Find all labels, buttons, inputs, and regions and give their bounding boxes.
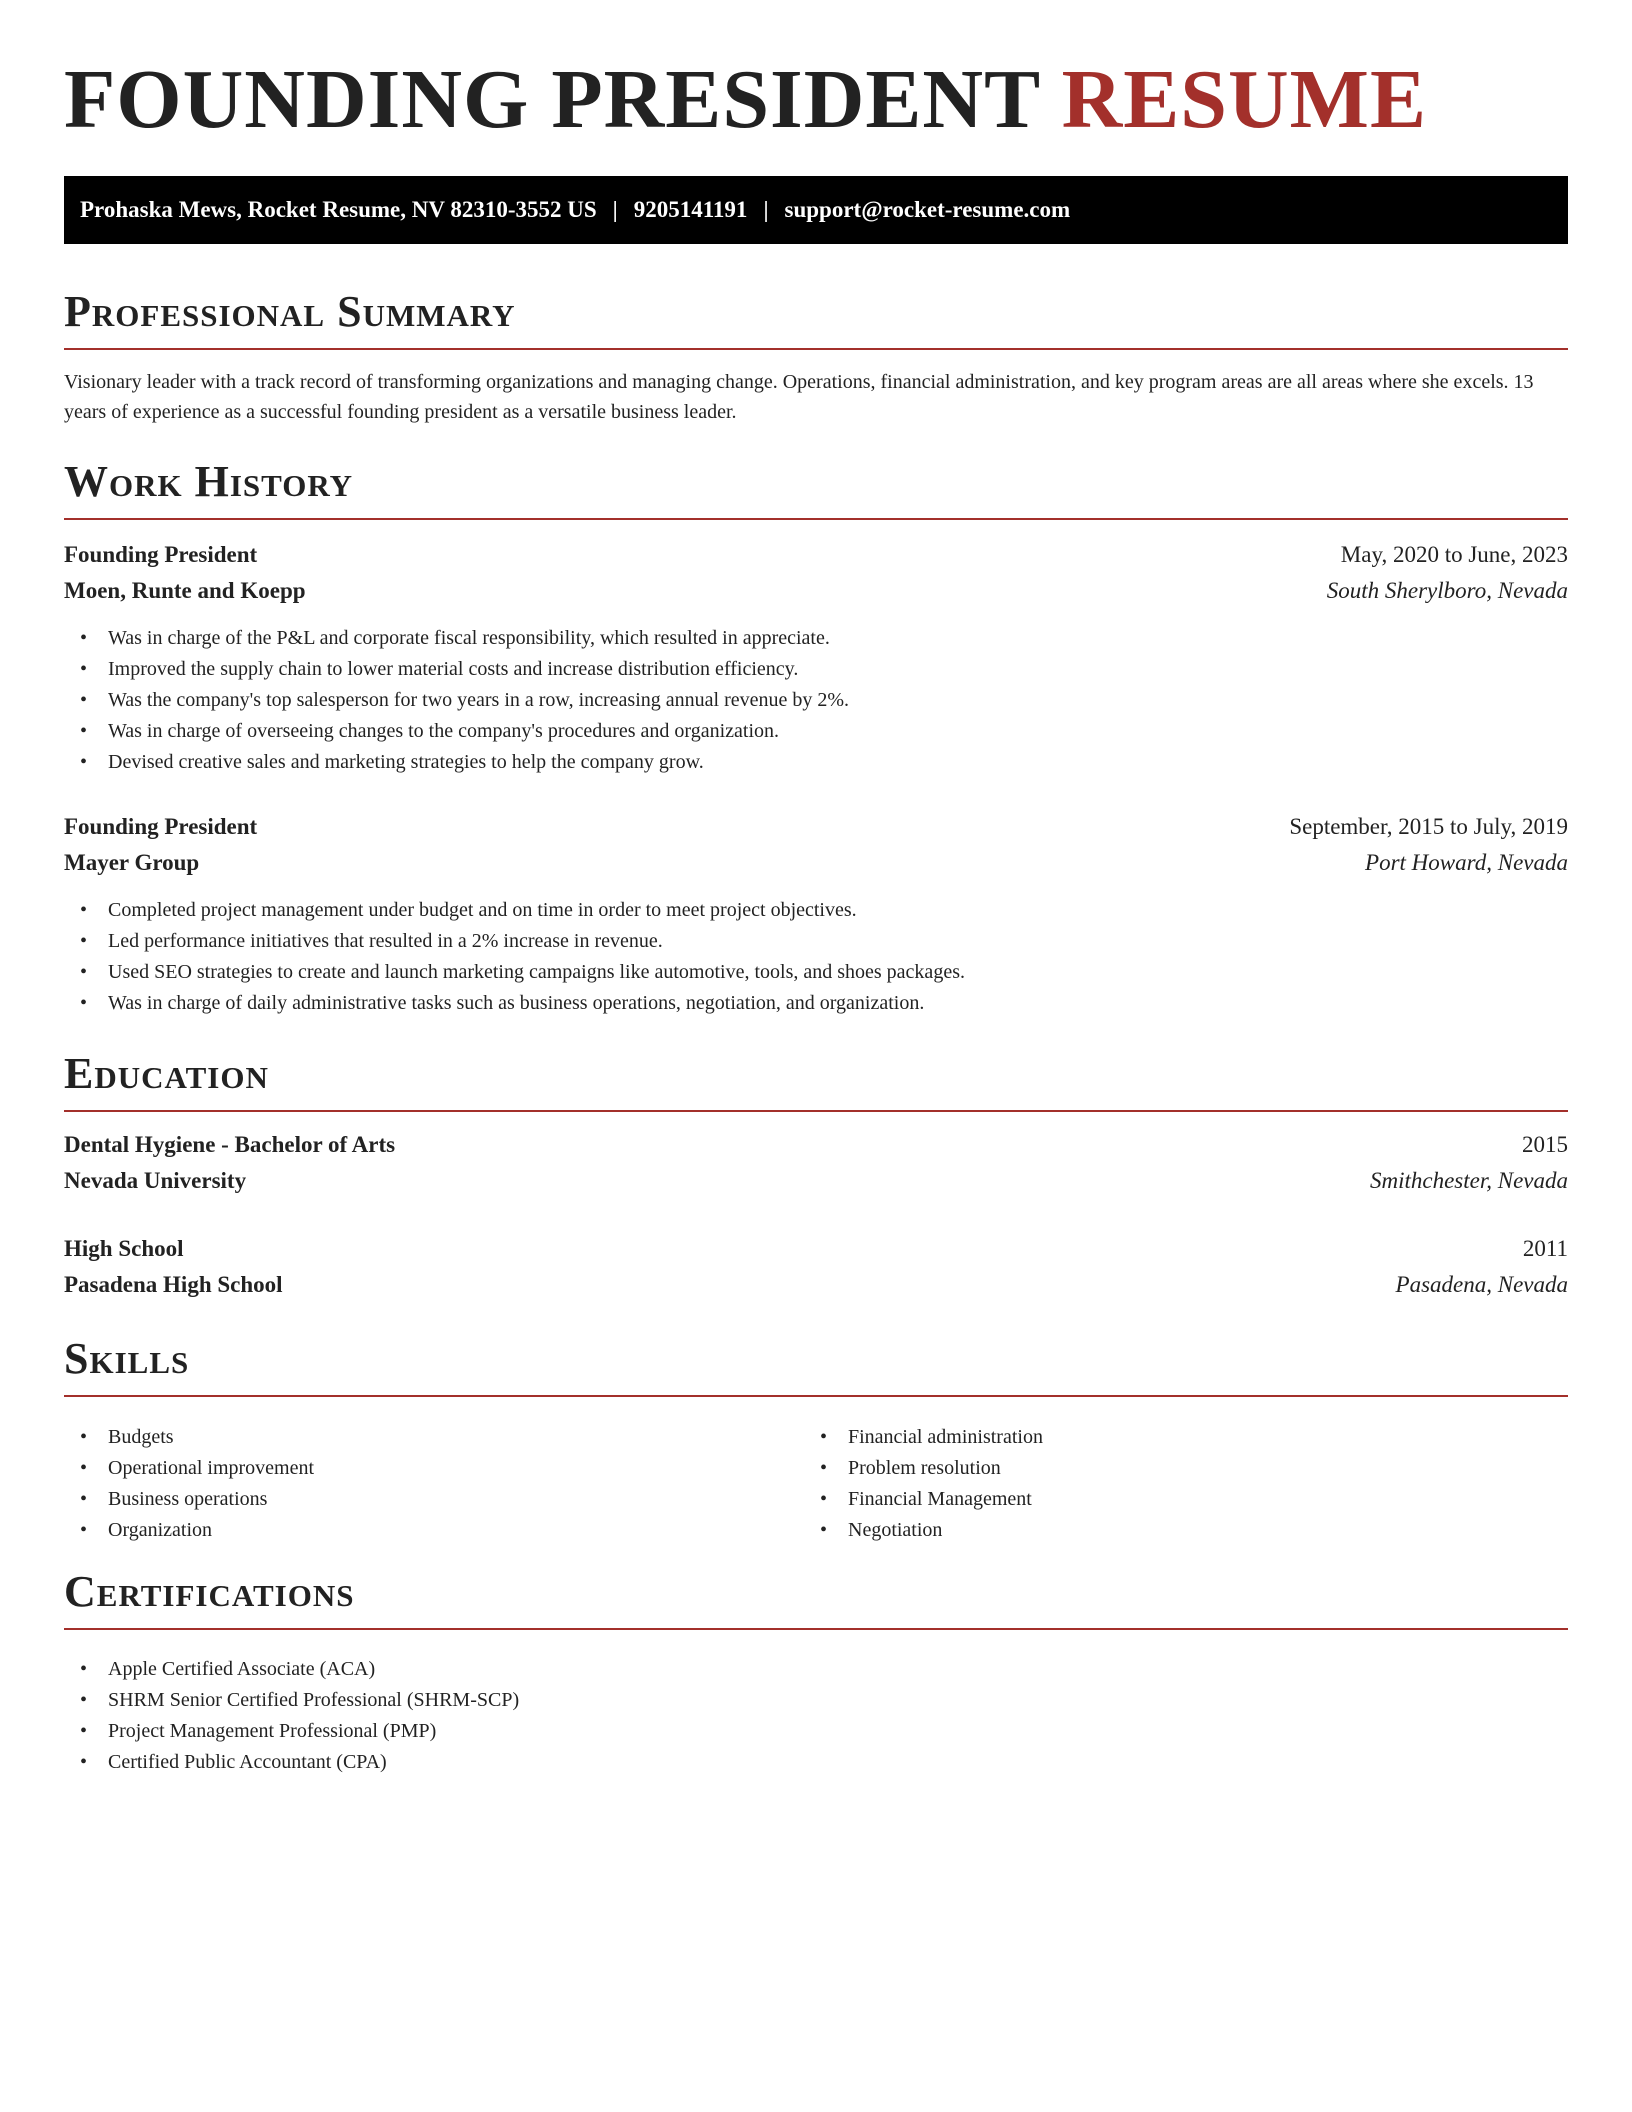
education-year: 2015: [1522, 1132, 1568, 1157]
contact-phone: 9205141191: [633, 197, 748, 222]
list-item: • Organization: [64, 1515, 804, 1546]
job-title: Founding President: [64, 542, 258, 567]
job-bullets: [64, 623, 1568, 778]
list-item: • Was in charge of overseeing changes to the company's procedures and organization.: [64, 716, 1568, 747]
education-header-row: [64, 1234, 1568, 1264]
education-school-row: [64, 1166, 1568, 1196]
list-item: • Was in charge of the P&L and corporate fiscal responsibility, which resulted in appreciate.: [64, 623, 1568, 654]
job-title: Founding President: [64, 814, 258, 839]
skills-list: [64, 1422, 1568, 1546]
job-location: South Sherylboro, Nevada: [1326, 578, 1568, 603]
education-degree: Dental Hygiene - Bachelor of Arts: [64, 1132, 396, 1157]
education-school: Pasadena High School: [64, 1272, 283, 1297]
job-dates: September, 2015 to July, 2019: [1289, 814, 1568, 839]
list-item: • Problem resolution: [804, 1453, 1544, 1484]
education-year: 2011: [1522, 1236, 1568, 1261]
job-company: Moen, Runte and Koepp: [64, 578, 306, 603]
contact-separator: |: [612, 197, 618, 222]
list-item: • Certified Public Accountant (CPA): [64, 1747, 1568, 1778]
education-degree: High School: [64, 1236, 184, 1261]
list-item: • Was the company's top salesperson for two years in a row, increasing annual revenue by 2%.: [64, 685, 1568, 716]
list-item: • Negotiation: [804, 1515, 1544, 1546]
section-heading-skills: Skills: [64, 1337, 1568, 1397]
list-item: • Financial administration: [804, 1422, 1544, 1453]
page-title: [64, 53, 1427, 146]
certifications-list: [64, 1654, 1568, 1778]
list-item: • Project Management Professional (PMP): [64, 1716, 1568, 1747]
job-header-row: [64, 812, 1568, 842]
list-item: • Used SEO strategies to create and launch marketing campaigns like automotive, tools, and shoes packages.: [64, 957, 1568, 988]
list-item: • Apple Certified Associate (ACA): [64, 1654, 1568, 1685]
list-item: • Led performance initiatives that resulted in a 2% increase in revenue.: [64, 926, 1568, 957]
contact-email: support@rocket-resume.com: [784, 197, 1071, 222]
list-item: • Financial Management: [804, 1484, 1544, 1515]
education-location: Pasadena, Nevada: [1395, 1272, 1568, 1297]
contact-address: Prohaska Mews, Rocket Resume, NV 82310-3552 US: [80, 197, 597, 222]
skills-column-1: [64, 1422, 804, 1546]
section-heading-work: Work History: [64, 460, 1568, 520]
job-company-row: [64, 576, 1568, 606]
summary-text: Visionary leader with a track record of transforming organizations and managing change. Operations, financial administration, and key program areas are all areas where she excels. 13 years of experience as a successful founding president as a versatile business leader.: [64, 371, 1534, 423]
job-dates: May, 2020 to June, 2023: [1340, 542, 1568, 567]
education-header-row: [64, 1130, 1568, 1160]
education-school-row: [64, 1270, 1568, 1300]
list-item: • Business operations: [64, 1484, 804, 1515]
list-item: • Devised creative sales and marketing strategies to help the company grow.: [64, 747, 1568, 778]
job-company: Mayer Group: [64, 850, 200, 875]
list-item: • Improved the supply chain to lower material costs and increase distribution efficiency.: [64, 654, 1568, 685]
section-heading-certifications: Certifications: [64, 1570, 1568, 1630]
list-item: • Was in charge of daily administrative tasks such as business operations, negotiation, and organization.: [64, 988, 1568, 1019]
list-item: • Budgets: [64, 1422, 804, 1453]
list-item: • Completed project management under budget and on time in order to meet project objectives.: [64, 895, 1568, 926]
education-school: Nevada University: [64, 1168, 247, 1193]
job-location: Port Howard, Nevada: [1365, 850, 1568, 875]
job-company-row: [64, 848, 1568, 878]
section-heading-summary: Professional Summary: [64, 290, 1568, 350]
title-main: FOUNDING PRESIDENT: [64, 53, 1040, 146]
skills-column-2: [804, 1422, 1544, 1546]
title-accent: RESUME: [1061, 53, 1427, 146]
contact-bar: [64, 176, 1568, 244]
list-item: • SHRM Senior Certified Professional (SHRM-SCP): [64, 1685, 1568, 1716]
job-bullets: [64, 895, 1568, 1019]
job-header-row: [64, 540, 1568, 570]
education-location: Smithchester, Nevada: [1369, 1168, 1568, 1193]
list-item: • Operational improvement: [64, 1453, 804, 1484]
contact-separator: |: [763, 197, 769, 222]
section-heading-education: Education: [64, 1052, 1568, 1112]
